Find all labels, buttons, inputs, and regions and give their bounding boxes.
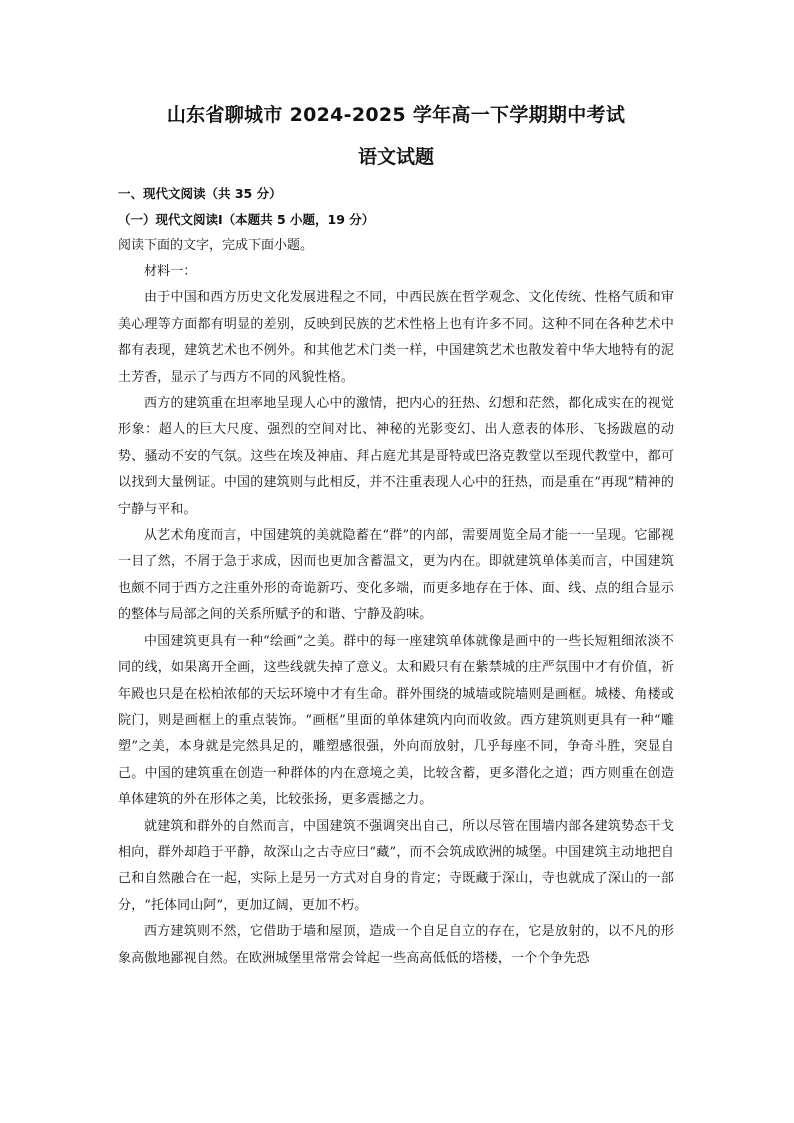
paragraph: 从艺术角度而言，中国建筑的美就隐蓄在“群”的内部，需要周览全局才能一一呈现。它鄙视一目了然，不屑于急于求成，因而也更加含蓄温文，更为内在。即就建筑单体美而言，中国建筑也颇不同于西方之注重外形的奇诡新巧、变化多端，而更多地存在于体、面、线、点的组合显示的整体与局部之间的关系所赋予的和谐、宁静及韵味。 — [118, 528, 674, 623]
reading-instruction: 阅读下面的文字，完成下面小题。 — [118, 238, 314, 253]
subsection-heading: （一）现代文阅读Ⅰ（本题共 5 小题，19 分） — [118, 212, 375, 227]
exam-subtitle: 语文试题 — [357, 146, 434, 168]
paragraph: 西方的建筑重在坦率地呈现人心中的激情，把内心的狂热、幻想和茫然，都化成实在的视觉形象：超人的巨大尺度、强烈的空间对比、神秘的光影变幻、出人意表的体形、飞扬跋扈的动势、骚动不安的气氛。这些在埃及神庙、拜占庭尤其是哥特或巴洛克教堂以至现代教堂中，都可以找到大量例证。中国的建筑则与此相反，并不注重表现人心中的狂热，而是重在“再现”精神的宁静与平和。 — [118, 396, 674, 517]
paragraph: 就建筑和群外的自然而言，中国建筑不强调突出自己，所以尽管在围墙内部各建筑势态干戈相向，群外却趋于平静，故深山之古寺应曰“藏”，而不会筑成欧洲的城堡。中国建筑主动地把自己和自然融合在一起，实际上是另一方式对自身的肯定；寺既藏于深山，寺也就成了深山的一部分，“托体同山阿”，更加辽阔，更加不朽。 — [118, 818, 674, 913]
paragraph: 西方建筑则不然，它借助于墙和屋顶，造成一个自足自立的存在，它是放射的，以不凡的形象高傲地鄙视自然。在欧洲城堡里常常会耸起一些高高低低的塔楼，一个个争先恐 — [118, 924, 674, 966]
paragraph: 中国建筑更具有一种“绘画”之美。群中的每一座建筑单体就像是画中的一些长短粗细浓淡不同的线，如果离开全画，这些线就失掉了意义。太和殿只有在紫禁城的庄严氛围中才有价值，祈年殿也只是在松柏浓郁的天坛环境中才有生命。群外围绕的城墙或院墙则是画框。城楼、角楼或院门，则是画框上的重点装饰。“画框”里面的单体建筑内向而收敛。西方建筑则更具有一种“雕塑”之美，本身就是完然具足的，雕塑感很强，外向而放射，几乎每座不同，争奇斗胜，突显自己。中国的建筑重在创造一种群体的内在意境之美，比较含蓄，更多潜化之道；西方则重在创造单体建筑的外在形体之美，比较张扬，更多震撼之力。 — [118, 633, 674, 808]
exam-title: 山东省聊城市 2024-2025 学年高一下学期期中考试 — [166, 104, 626, 126]
paragraph: 由于中国和西方历史文化发展进程之不同，中西民族在哲学观念、文化传统、性格气质和审美心理等方面都有明显的差别，反映到民族的艺术性格上也有许多不同。这种不同在各种艺术中都有表现，建筑艺术也不例外。和其他艺术门类一样，中国建筑艺术也散发着中华大地特有的泥土芳香，显示了与西方不同的风貌性格。 — [118, 290, 674, 385]
section-heading: 一、现代文阅读（共 35 分） — [118, 186, 282, 201]
material-label: 材料一： — [144, 264, 197, 279]
